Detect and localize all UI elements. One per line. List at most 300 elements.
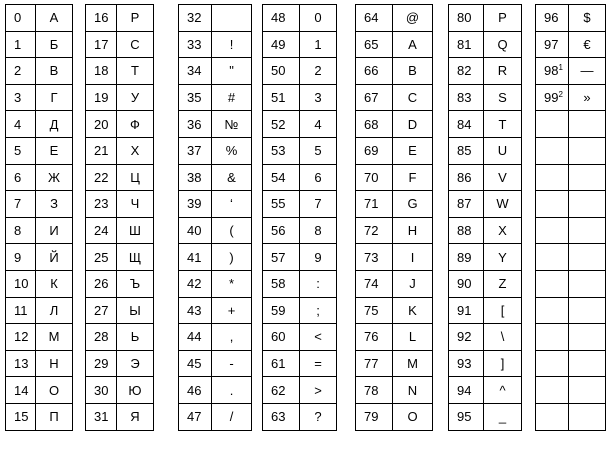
char-cell: Q <box>484 31 522 58</box>
char-cell: А <box>36 5 73 32</box>
code-cell <box>356 324 393 351</box>
table-row <box>6 297 73 324</box>
table-row <box>356 270 433 297</box>
char-cell: Т <box>117 58 154 85</box>
code-cell <box>6 403 36 430</box>
char-cell: » <box>569 84 606 111</box>
code-value: 50 <box>271 63 286 79</box>
code-cell <box>6 5 36 32</box>
table-row <box>263 350 337 377</box>
char-cell: 2 <box>300 58 337 85</box>
char-cell <box>569 377 606 404</box>
table-row <box>536 377 606 404</box>
code-value: 6 <box>14 169 22 185</box>
char-cell: " <box>212 58 252 85</box>
code-cell <box>6 111 36 138</box>
char-cell: & <box>212 164 252 191</box>
char-cell: Ч <box>117 191 154 218</box>
code-value: 66 <box>364 63 379 79</box>
table-row <box>536 58 606 85</box>
char-cell: $ <box>569 5 606 32</box>
table-row <box>536 297 606 324</box>
code-cell <box>179 84 212 111</box>
code-cell <box>356 377 393 404</box>
table-row <box>356 377 433 404</box>
code-value: 27 <box>94 302 109 318</box>
table-row <box>86 217 154 244</box>
char-cell: П <box>36 403 73 430</box>
table-row <box>536 270 606 297</box>
char-cell: Э <box>117 350 154 377</box>
char-cell: . <box>212 377 252 404</box>
char-cell: R <box>484 58 522 85</box>
table-row <box>6 191 73 218</box>
code-cell <box>356 84 393 111</box>
code-cell <box>536 31 569 58</box>
table-row <box>263 324 337 351</box>
char-cell: Ю <box>117 377 154 404</box>
code-value: 47 <box>187 409 202 425</box>
code-value: 90 <box>457 276 472 292</box>
code-cell <box>536 137 569 164</box>
code-value: 79 <box>364 409 379 425</box>
char-cell: : <box>300 270 337 297</box>
table-row <box>263 111 337 138</box>
code-cell <box>356 111 393 138</box>
char-cell: Е <box>36 137 73 164</box>
char-cell: > <box>300 377 337 404</box>
code-value: 84 <box>457 116 472 132</box>
code-cell <box>6 84 36 111</box>
code-cell <box>356 403 393 430</box>
code-value: 69 <box>364 143 379 159</box>
code-value: 3 <box>14 90 22 106</box>
char-cell: Ш <box>117 217 154 244</box>
table-row <box>86 5 154 32</box>
table-row <box>6 244 73 271</box>
code-cell <box>536 84 569 111</box>
table-row <box>536 403 606 430</box>
table-row <box>356 350 433 377</box>
code-cell <box>6 164 36 191</box>
char-cell: T <box>484 111 522 138</box>
code-value: 11 <box>14 302 28 318</box>
code-cell <box>86 58 117 85</box>
char-cell: 5 <box>300 137 337 164</box>
code-value: 31 <box>94 409 109 425</box>
table-row <box>86 137 154 164</box>
table-row <box>6 58 73 85</box>
code-value: 85 <box>457 143 472 159</box>
code-value: 2 <box>14 63 22 79</box>
char-cell: 4 <box>300 111 337 138</box>
char-cell <box>569 217 606 244</box>
table-row <box>179 324 252 351</box>
char-cell: Я <box>117 403 154 430</box>
char-cell: Y <box>484 244 522 271</box>
code-value: 61 <box>271 356 286 372</box>
table-row <box>449 324 522 351</box>
code-cell <box>263 324 300 351</box>
code-cell <box>179 31 212 58</box>
code-value: 1 <box>14 36 22 52</box>
table-row <box>536 324 606 351</box>
code-table-1 <box>5 4 73 431</box>
code-value: 99 <box>544 90 559 106</box>
code-value: 39 <box>187 196 202 212</box>
char-cell: У <box>117 84 154 111</box>
code-value: 67 <box>364 90 379 106</box>
code-value: 22 <box>94 169 109 185</box>
table-row <box>6 31 73 58</box>
code-value: 36 <box>187 116 202 132</box>
code-value: 38 <box>187 169 202 185</box>
char-cell <box>569 350 606 377</box>
char-cell: 1 <box>300 31 337 58</box>
table-row <box>86 164 154 191</box>
code-value: 13 <box>14 356 29 372</box>
code-cell <box>356 5 393 32</box>
code-value: 87 <box>457 196 472 212</box>
code-value: 60 <box>271 329 286 345</box>
code-value: 62 <box>271 382 286 398</box>
table-row <box>356 111 433 138</box>
char-cell: [ <box>484 297 522 324</box>
char-cell: % <box>212 137 252 164</box>
char-cell: P <box>484 5 522 32</box>
code-cell <box>449 5 484 32</box>
char-cell: + <box>212 297 252 324</box>
code-cell <box>86 350 117 377</box>
char-cell: \ <box>484 324 522 351</box>
code-value: 35 <box>187 90 202 106</box>
table-row <box>449 111 522 138</box>
table-row <box>449 270 522 297</box>
table-row <box>449 191 522 218</box>
char-cell <box>212 5 252 32</box>
table-row <box>86 31 154 58</box>
code-value: 53 <box>271 143 286 159</box>
char-cell: В <box>36 58 73 85</box>
code-cell <box>449 217 484 244</box>
code-cell <box>6 191 36 218</box>
char-cell: ; <box>300 297 337 324</box>
code-value: 92 <box>457 329 472 345</box>
char-cell: Г <box>36 84 73 111</box>
code-cell <box>86 270 117 297</box>
code-cell <box>6 377 36 404</box>
code-cell <box>179 217 212 244</box>
char-cell: F <box>393 164 433 191</box>
char-cell: M <box>393 350 433 377</box>
char-cell: К <box>36 270 73 297</box>
code-cell <box>179 377 212 404</box>
char-cell: _ <box>484 403 522 430</box>
char-cell: Х <box>117 137 154 164</box>
char-cell: С <box>117 31 154 58</box>
code-cell <box>536 324 569 351</box>
code-value: 16 <box>94 10 109 26</box>
table-row <box>263 403 337 430</box>
table-row <box>449 350 522 377</box>
code-value: 37 <box>187 143 202 159</box>
char-cell: I <box>393 244 433 271</box>
char-cell: Щ <box>117 244 154 271</box>
char-cell: 9 <box>300 244 337 271</box>
char-cell: < <box>300 324 337 351</box>
table-row <box>179 84 252 111</box>
code-cell <box>179 111 212 138</box>
char-cell: € <box>569 31 606 58</box>
code-value: 23 <box>94 196 109 212</box>
code-value: 68 <box>364 116 379 132</box>
char-cell: ] <box>484 350 522 377</box>
char-cell: O <box>393 403 433 430</box>
table-row <box>179 403 252 430</box>
char-cell: B <box>393 58 433 85</box>
table-row <box>536 5 606 32</box>
table-row <box>356 5 433 32</box>
code-value: 55 <box>271 196 286 212</box>
char-cell: 3 <box>300 84 337 111</box>
char-cell: Ы <box>117 297 154 324</box>
table-row <box>449 84 522 111</box>
char-cell: K <box>393 297 433 324</box>
code-cell <box>356 297 393 324</box>
code-value: 51 <box>271 90 286 106</box>
code-value: 19 <box>94 90 109 106</box>
table-row <box>536 84 606 111</box>
code-cell <box>6 297 36 324</box>
code-cell <box>449 191 484 218</box>
table-row <box>86 191 154 218</box>
code-value: 76 <box>364 329 379 345</box>
table-row <box>356 324 433 351</box>
code-value: 5 <box>14 143 22 159</box>
code-cell <box>6 324 36 351</box>
table-row <box>179 5 252 32</box>
table-row <box>86 297 154 324</box>
code-value: 41 <box>187 249 202 265</box>
char-cell: / <box>212 403 252 430</box>
code-value: 56 <box>271 223 286 239</box>
code-cell <box>86 164 117 191</box>
table-row <box>263 244 337 271</box>
code-cell <box>179 244 212 271</box>
table-row <box>449 297 522 324</box>
char-cell: — <box>569 58 606 85</box>
code-value: 59 <box>271 302 286 318</box>
code-table-7 <box>535 4 606 431</box>
char-cell <box>569 324 606 351</box>
code-cell <box>536 164 569 191</box>
table-row <box>179 111 252 138</box>
table-row <box>449 403 522 430</box>
code-value: 29 <box>94 356 109 372</box>
code-cell <box>263 84 300 111</box>
char-cell: * <box>212 270 252 297</box>
code-value: 77 <box>364 356 379 372</box>
code-value: 12 <box>14 329 29 345</box>
table-row <box>179 244 252 271</box>
footnote-marker: 2 <box>558 90 563 100</box>
code-value: 83 <box>457 90 472 106</box>
code-cell <box>449 111 484 138</box>
code-value: 75 <box>364 302 379 318</box>
table-row <box>536 164 606 191</box>
char-cell <box>569 191 606 218</box>
char-cell <box>569 297 606 324</box>
table-row <box>449 377 522 404</box>
code-cell <box>179 350 212 377</box>
code-value: 21 <box>94 143 109 159</box>
code-cell <box>536 5 569 32</box>
char-cell: S <box>484 84 522 111</box>
table-row <box>356 31 433 58</box>
char-cell: ‘ <box>212 191 252 218</box>
table-row <box>6 217 73 244</box>
code-cell <box>263 297 300 324</box>
char-cell: ! <box>212 31 252 58</box>
code-cell <box>449 297 484 324</box>
code-cell <box>263 270 300 297</box>
code-cell <box>263 5 300 32</box>
code-value: 73 <box>364 249 379 265</box>
code-cell <box>263 217 300 244</box>
code-value: 48 <box>271 10 286 26</box>
code-cell <box>356 191 393 218</box>
table-row <box>6 5 73 32</box>
char-cell <box>569 403 606 430</box>
code-value: 52 <box>271 116 286 132</box>
table-row <box>263 377 337 404</box>
code-cell <box>6 31 36 58</box>
table-row <box>86 324 154 351</box>
table-row <box>536 137 606 164</box>
code-value: 71 <box>364 196 379 212</box>
code-cell <box>356 270 393 297</box>
code-cell <box>356 58 393 85</box>
code-value: 72 <box>364 223 379 239</box>
code-cell <box>6 217 36 244</box>
char-cell: V <box>484 164 522 191</box>
char-cell: Й <box>36 244 73 271</box>
code-cell <box>179 324 212 351</box>
table-row <box>179 164 252 191</box>
code-cell <box>536 217 569 244</box>
code-value: 42 <box>187 276 202 292</box>
code-value: 98 <box>544 63 559 79</box>
code-cell <box>536 350 569 377</box>
code-cell <box>179 297 212 324</box>
code-value: 94 <box>457 382 472 398</box>
code-cell <box>6 350 36 377</box>
code-cell <box>356 137 393 164</box>
code-value: 8 <box>14 223 22 239</box>
code-value: 10 <box>14 276 29 292</box>
char-cell: ^ <box>484 377 522 404</box>
char-cell: Д <box>36 111 73 138</box>
code-value: 81 <box>457 36 472 52</box>
code-value: 74 <box>364 276 379 292</box>
table-row <box>179 217 252 244</box>
char-cell: И <box>36 217 73 244</box>
table-row <box>449 58 522 85</box>
code-cell <box>179 137 212 164</box>
table-row <box>179 58 252 85</box>
table-row <box>86 111 154 138</box>
table-row <box>86 244 154 271</box>
table-row <box>179 31 252 58</box>
code-value: 78 <box>364 382 379 398</box>
code-cell <box>179 403 212 430</box>
code-cell <box>536 58 569 85</box>
table-row <box>263 270 337 297</box>
code-value: 7 <box>14 196 22 212</box>
table-row <box>6 324 73 351</box>
code-cell <box>449 377 484 404</box>
table-row <box>86 377 154 404</box>
table-row <box>263 217 337 244</box>
table-row <box>6 377 73 404</box>
table-row <box>536 31 606 58</box>
code-cell <box>263 403 300 430</box>
table-row <box>263 191 337 218</box>
table-row <box>6 403 73 430</box>
char-cell <box>569 164 606 191</box>
code-value: 20 <box>94 116 109 132</box>
code-cell <box>449 350 484 377</box>
char-cell: C <box>393 84 433 111</box>
code-table-3 <box>178 4 252 431</box>
table-row <box>86 270 154 297</box>
char-cell: N <box>393 377 433 404</box>
char-cell: = <box>300 350 337 377</box>
code-value: 0 <box>14 10 22 26</box>
code-value: 26 <box>94 276 109 292</box>
table-row <box>6 84 73 111</box>
code-value: 17 <box>94 36 109 52</box>
code-cell <box>449 403 484 430</box>
code-cell <box>449 244 484 271</box>
char-cell: @ <box>393 5 433 32</box>
code-value: 82 <box>457 63 472 79</box>
table-row <box>179 191 252 218</box>
code-cell <box>263 377 300 404</box>
code-cell <box>86 217 117 244</box>
code-value: 93 <box>457 356 472 372</box>
char-cell: 8 <box>300 217 337 244</box>
char-cell: W <box>484 191 522 218</box>
char-cell: X <box>484 217 522 244</box>
table-row <box>6 137 73 164</box>
code-cell <box>86 377 117 404</box>
char-cell: Л <box>36 297 73 324</box>
table-row <box>6 270 73 297</box>
code-cell <box>86 244 117 271</box>
code-cell <box>536 377 569 404</box>
code-cell <box>449 324 484 351</box>
table-row <box>449 217 522 244</box>
code-value: 97 <box>544 36 559 52</box>
char-cell <box>569 244 606 271</box>
code-value: 30 <box>94 382 109 398</box>
char-cell <box>569 137 606 164</box>
char-cell: , <box>212 324 252 351</box>
table-row <box>536 350 606 377</box>
code-cell <box>356 244 393 271</box>
table-row <box>356 297 433 324</box>
